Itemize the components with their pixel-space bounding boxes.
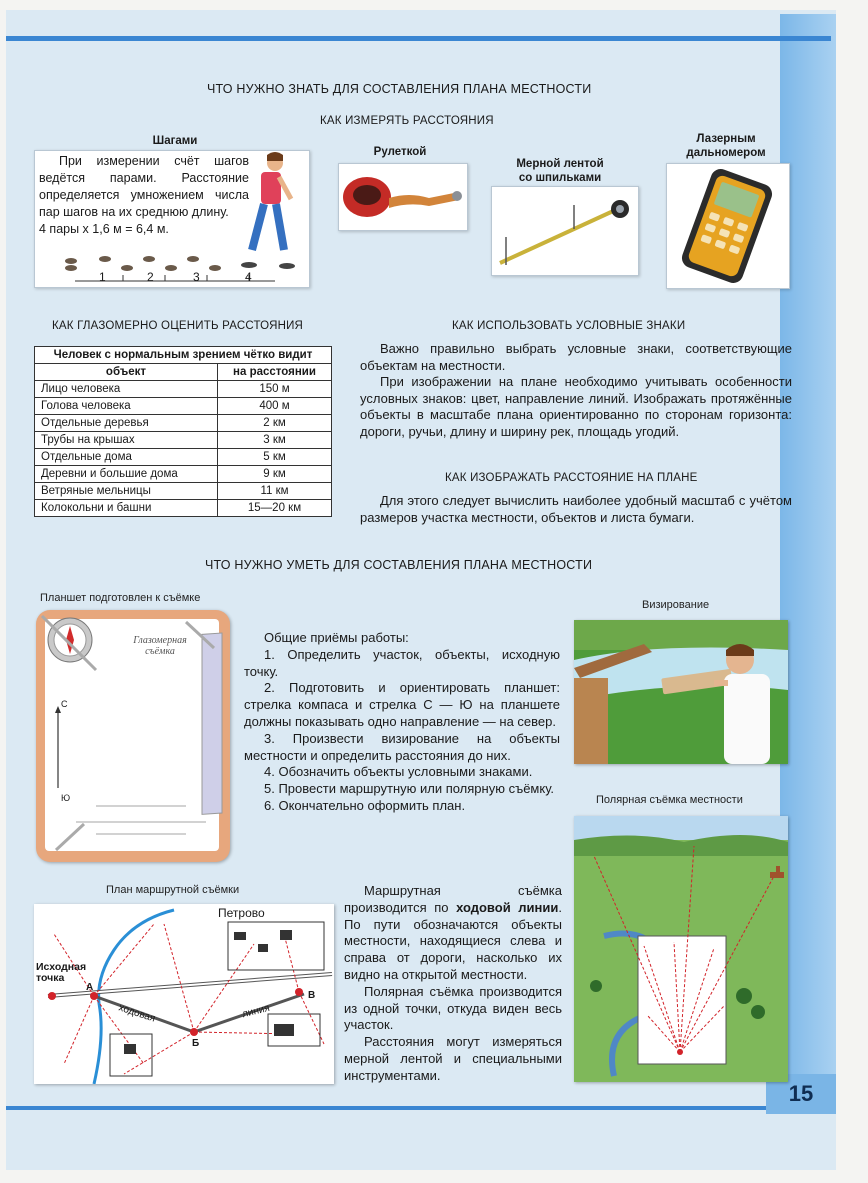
column-header-object: объект	[35, 364, 218, 381]
heading-what-to-know: ЧТО НУЖНО ЗНАТЬ ДЛЯ СОСТАВЛЕНИЯ ПЛАНА МЕСТНОСТИ	[207, 82, 592, 96]
work-step: 3. Произвести визирование на объекты местности и определить расстояния до них.	[244, 730, 560, 763]
scale-text	[360, 493, 792, 526]
work-step: 5. Провести маршрутную или полярную съёмку.	[264, 781, 555, 797]
table-row	[35, 483, 332, 500]
distance-cell: 9 км	[218, 466, 332, 483]
work-steps-text	[244, 630, 560, 815]
tape-caption: Рулеткой	[373, 146, 427, 158]
chain-caption-line1: Мерной лентой	[516, 158, 604, 170]
map-label-start-line2: точка	[36, 972, 65, 984]
route-paragraph-1	[344, 883, 562, 984]
table-row	[35, 449, 332, 466]
route-paragraph-2: Полярная съёмка производится из одной точки, откуда виден весь участок.	[344, 983, 562, 1033]
heading-signs: КАК ИСПОЛЬЗОВАТЬ УСЛОВНЫЕ ЗНАКИ	[452, 320, 686, 332]
tablet-illustration	[36, 610, 230, 862]
route-p1-bold: ходовой линии	[456, 899, 559, 915]
tablet-figure	[36, 610, 230, 862]
signs-text	[360, 341, 792, 441]
object-cell: Ветряные мельницы	[35, 483, 218, 500]
object-cell: Голова человека	[35, 398, 218, 415]
steps-caption: Шагами	[152, 135, 198, 147]
steps-scale-2: 2	[147, 270, 154, 284]
heading-eye-estimate: КАК ГЛАЗОМЕРНО ОЦЕНИТЬ РАССТОЯНИЯ	[52, 320, 304, 332]
work-intro: Общие приёмы работы:	[264, 630, 409, 645]
table-row	[35, 466, 332, 483]
top-rule	[6, 36, 831, 41]
work-step: 6. Окончательно оформить план.	[264, 797, 466, 813]
map-label-start	[36, 962, 86, 984]
steps-scale-1: 1	[99, 270, 106, 284]
map-label-point-b: Б	[192, 1038, 200, 1049]
page-number: 15	[766, 1074, 836, 1114]
distance-cell: 11 км	[218, 483, 332, 500]
vision-distance-table	[34, 346, 332, 517]
chain-caption	[500, 157, 620, 185]
steps-text-paragraph: При измерении счёт шагов ведётся парами. Расстояние определяется умножением числа пар шагов на их среднюю длину.	[39, 154, 249, 219]
steps-scale-4: 4	[245, 270, 252, 284]
tape-measure-figure	[338, 163, 468, 231]
steps-figure	[34, 150, 310, 288]
map-label-road-2: линия	[241, 1002, 271, 1021]
object-cell: Деревни и большие дома	[35, 466, 218, 483]
walking-person-illustration	[35, 151, 309, 287]
route-p1-end: . По пути обозначаются объекты местности, находящиеся слева и справа от дороги, насколько их видно на открытой местности.	[344, 899, 562, 982]
tablet-sheet-title: Глазомерная съёмка	[133, 635, 187, 657]
map-label-village: Петрово	[218, 906, 265, 920]
signs-paragraph-1: Важно правильно выбрать условные знаки, соответствующие объектам на местности.	[360, 341, 792, 373]
table-header-row	[35, 364, 332, 381]
laser-rangefinder-illustration	[667, 164, 789, 288]
column-header-distance: на расстоянии	[218, 364, 332, 381]
distance-cell: 400 м	[218, 398, 332, 415]
chain-caption-line2: со шпильками	[518, 172, 602, 184]
route-p1-start: Маршрутная съёмка производится по	[344, 883, 562, 915]
object-cell: Отдельные деревья	[35, 415, 218, 432]
map-label-start-line1: Исходная	[36, 961, 87, 973]
polar-survey-figure	[574, 816, 788, 1082]
object-cell: Трубы на крышах	[35, 432, 218, 449]
distance-cell: 150 м	[218, 381, 332, 398]
distance-cell: 2 км	[218, 415, 332, 432]
object-cell: Колокольни и башни	[35, 500, 218, 517]
signs-paragraph-2: При изображении на плане необходимо учитывать особенности условных знаков: цвет, направление линий. Изображать протяжённые объекты в масштабе плана ориентированно по сторонам горизонта: дороги, ручьи, длину и ширину рек, площадь угодий.	[360, 374, 792, 439]
sighting-caption: Визирование	[642, 599, 710, 611]
tablet-caption: Планшет подготовлен к съёмке	[40, 592, 201, 604]
table-title: Человек с нормальным зрением чётко видит	[35, 347, 332, 364]
table-row	[35, 415, 332, 432]
table-row	[35, 432, 332, 449]
route-plan-illustration	[34, 904, 334, 1084]
distance-cell: 15—20 км	[218, 500, 332, 517]
sighting-figure	[574, 620, 788, 764]
laser-caption-line1: Лазерным	[696, 133, 756, 145]
tape-measure-illustration	[339, 164, 467, 230]
object-cell: Отдельные дома	[35, 449, 218, 466]
polar-caption: Полярная съёмка местности	[596, 794, 743, 806]
work-step: 2. Подготовить и ориентировать планшет: стрелка компаса и стрелка С — Ю на планшете должны показывать одно направление — на север.	[244, 680, 560, 729]
bottom-rule	[6, 1106, 786, 1110]
laser-caption-line2: дальномером	[686, 147, 766, 159]
chain-figure	[491, 186, 639, 276]
table-row	[35, 500, 332, 517]
heading-how-to-measure: КАК ИЗМЕРЯТЬ РАССТОЯНИЯ	[320, 115, 494, 127]
scale-paragraph: Для этого следует вычислить наиболее удобный масштаб с учётом размеров участка местности, объектов и листа бумаги.	[360, 493, 792, 525]
heading-what-to-do: ЧТО НУЖНО УМЕТЬ ДЛЯ СОСТАВЛЕНИЯ ПЛАНА МЕСТНОСТИ	[205, 558, 593, 572]
route-survey-text	[344, 883, 562, 1085]
heading-scale: КАК ИЗОБРАЖАТЬ РАССТОЯНИЕ НА ПЛАНЕ	[445, 472, 698, 484]
work-step: 1. Определить участок, объекты, исходную точку.	[244, 646, 560, 679]
distance-cell: 5 км	[218, 449, 332, 466]
tablet-south-label: Ю	[61, 793, 71, 803]
route-plan-caption: План маршрутной съёмки	[106, 884, 240, 896]
polar-survey-illustration	[574, 816, 788, 1082]
laser-figure	[666, 163, 790, 289]
table-title-row	[35, 347, 332, 364]
route-paragraph-3: Расстояния могут измеряться мерной лентой и специальными инструментами.	[344, 1034, 562, 1083]
laser-caption	[670, 132, 782, 160]
steps-scale-3: 3	[193, 270, 200, 284]
map-label-point-a: А	[86, 982, 94, 993]
distance-cell: 3 км	[218, 432, 332, 449]
map-label-point-v: В	[308, 990, 316, 1001]
tablet-north-label: С	[61, 699, 68, 709]
map-label-road-1: ходовая	[117, 1002, 157, 1025]
object-cell: Лицо человека	[35, 381, 218, 398]
route-plan-map	[34, 904, 334, 1084]
steps-formula: 4 пары х 1,6 м = 6,4 м.	[39, 222, 169, 236]
table-row	[35, 398, 332, 415]
chain-illustration	[492, 187, 638, 275]
table-row	[35, 381, 332, 398]
sighting-illustration	[574, 620, 788, 764]
work-step: 4. Обозначить объекты условными знаками.	[264, 764, 533, 780]
